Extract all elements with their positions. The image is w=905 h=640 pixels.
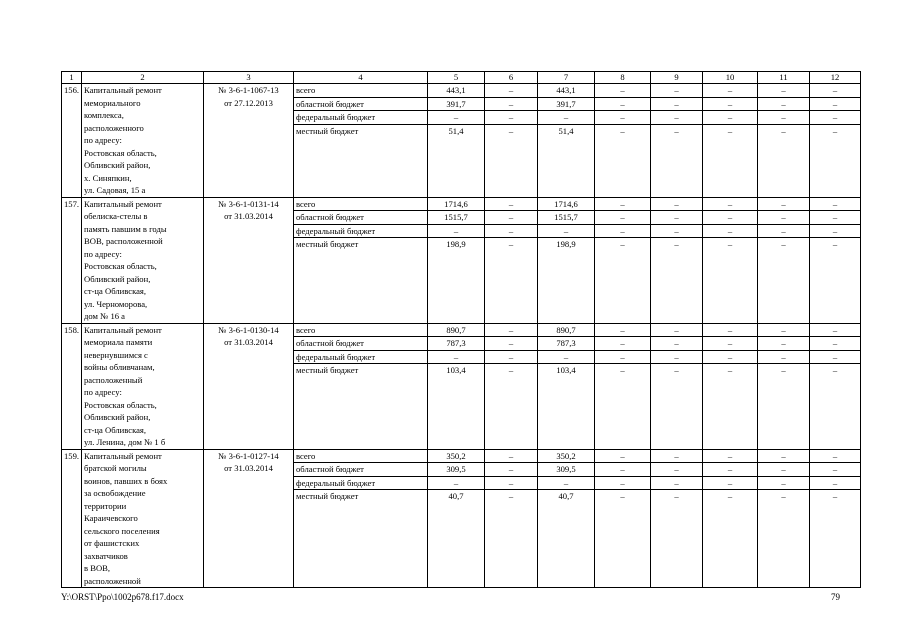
- amount-cell: –: [703, 490, 758, 588]
- amount-cell: –: [485, 211, 538, 225]
- column-header: 8: [595, 72, 651, 84]
- funding-source-label: всего: [294, 197, 428, 211]
- table-body: [62, 84, 861, 588]
- amount-cell: –: [651, 364, 703, 450]
- amount-cell: –: [758, 97, 810, 111]
- amount-cell: 1515,7: [428, 211, 485, 225]
- amount-cell: 103,4: [538, 364, 595, 450]
- amount-cell: –: [703, 323, 758, 337]
- amount-cell: –: [595, 211, 651, 225]
- amount-cell: –: [651, 463, 703, 477]
- object-name-line: братской могилы: [84, 463, 147, 473]
- amount-cell: –: [703, 197, 758, 211]
- amount-cell: 391,7: [428, 97, 485, 111]
- amount-cell: –: [485, 197, 538, 211]
- amount-cell: –: [485, 337, 538, 351]
- object-name-line: мемориала памяти: [84, 337, 153, 347]
- funding-source-label: всего: [294, 84, 428, 98]
- amount-cell: –: [651, 197, 703, 211]
- object-name-line: по адресу:: [84, 248, 122, 259]
- amount-cell: –: [485, 364, 538, 450]
- amount-cell: –: [703, 238, 758, 324]
- amount-cell: –: [651, 97, 703, 111]
- object-name-line: ул. Черноморова,: [84, 298, 148, 309]
- document-number-cell: [204, 449, 294, 588]
- document-number-cell: [204, 323, 294, 449]
- object-name-line: дом № 16 а: [84, 311, 125, 321]
- funding-source-label: областной бюджет: [294, 211, 428, 225]
- object-name-line: ст-ца Обливская,: [84, 424, 147, 435]
- amount-cell: –: [810, 224, 861, 238]
- amount-cell: 443,1: [538, 84, 595, 98]
- amount-cell: –: [810, 337, 861, 351]
- funding-source-label: областной бюджет: [294, 97, 428, 111]
- amount-cell: –: [758, 449, 810, 463]
- object-name-line: невернувшимся с: [84, 349, 148, 360]
- amount-cell: –: [703, 111, 758, 125]
- amount-cell: –: [485, 449, 538, 463]
- column-header: 4: [294, 72, 428, 84]
- amount-cell: –: [485, 124, 538, 197]
- document-number-line: от 27.12.2013: [224, 97, 273, 108]
- object-name-line: расположенной: [84, 575, 141, 586]
- column-header: 5: [428, 72, 485, 84]
- object-name-cell: [82, 84, 204, 198]
- object-name-line: войны обливчанам,: [84, 362, 155, 372]
- amount-cell: –: [703, 337, 758, 351]
- object-name-cell: [82, 449, 204, 588]
- column-header: 6: [485, 72, 538, 84]
- amount-cell: –: [703, 97, 758, 111]
- document-number-line: от 31.03.2014: [224, 337, 273, 347]
- object-name-line: от фашистских: [84, 538, 140, 548]
- amount-cell: –: [703, 449, 758, 463]
- row-number: 159.: [62, 449, 82, 588]
- amount-cell: 103,4: [428, 364, 485, 450]
- amount-cell: –: [651, 449, 703, 463]
- amount-cell: –: [485, 238, 538, 324]
- object-name-line: захватчиков: [84, 550, 128, 561]
- table-header-row: [62, 72, 861, 84]
- column-header: 3: [204, 72, 294, 84]
- document-number-line: № 3-6-1-0131-14: [218, 198, 279, 209]
- table-row: [62, 197, 861, 211]
- amount-cell: –: [595, 476, 651, 490]
- column-header: 12: [810, 72, 861, 84]
- object-name-line: в ВОВ,: [84, 563, 111, 573]
- amount-cell: –: [651, 350, 703, 364]
- amount-cell: –: [758, 490, 810, 588]
- column-header: 1: [62, 72, 82, 84]
- object-name-cell: [82, 197, 204, 323]
- object-name-line: обелиска-стелы в: [84, 211, 148, 221]
- amount-cell: 51,4: [538, 124, 595, 197]
- amount-cell: –: [651, 476, 703, 490]
- amount-cell: –: [810, 84, 861, 98]
- amount-cell: –: [428, 224, 485, 238]
- amount-cell: –: [810, 449, 861, 463]
- amount-cell: –: [703, 463, 758, 477]
- amount-cell: 198,9: [538, 238, 595, 324]
- funding-source-label: местный бюджет: [294, 364, 428, 450]
- amount-cell: –: [595, 124, 651, 197]
- amount-cell: –: [703, 84, 758, 98]
- amount-cell: –: [703, 211, 758, 225]
- funding-source-label: местный бюджет: [294, 490, 428, 588]
- object-name-line: Капитальный ремонт: [84, 85, 162, 95]
- amount-cell: 1714,6: [428, 197, 485, 211]
- object-name-line: Ростовская область,: [84, 147, 157, 158]
- object-name-cell: [82, 323, 204, 449]
- amount-cell: –: [703, 476, 758, 490]
- amount-cell: 40,7: [538, 490, 595, 588]
- amount-cell: –: [485, 476, 538, 490]
- object-name-line: Капитальный ремонт: [84, 450, 162, 461]
- object-name-line: ВОВ, расположенной: [84, 236, 163, 246]
- object-name-line: расположенного: [84, 122, 144, 133]
- object-name-line: ул. Садовая, 15 а: [84, 185, 146, 195]
- amount-cell: –: [538, 111, 595, 125]
- amount-cell: –: [485, 490, 538, 588]
- object-name-line: Ростовская область,: [84, 399, 157, 410]
- document-number-cell: [204, 84, 294, 198]
- funding-source-label: областной бюджет: [294, 337, 428, 351]
- amount-cell: –: [703, 124, 758, 197]
- document-number-line: от 31.03.2014: [224, 463, 273, 473]
- budget-table: [61, 71, 861, 588]
- document-number-line: № 3-6-1-0127-14: [218, 450, 279, 461]
- amount-cell: –: [758, 337, 810, 351]
- object-name-line: за освобождение: [84, 488, 146, 498]
- amount-cell: 890,7: [538, 323, 595, 337]
- document-number-line: № 3-6-1-1067-13: [218, 85, 279, 95]
- amount-cell: –: [810, 364, 861, 450]
- column-header: 11: [758, 72, 810, 84]
- object-name-line: Караичевского: [84, 513, 138, 523]
- object-name-line: воинов, павших в боях: [84, 475, 168, 486]
- amount-cell: –: [595, 449, 651, 463]
- amount-cell: –: [538, 350, 595, 364]
- amount-cell: 309,5: [428, 463, 485, 477]
- row-number: 156.: [62, 84, 82, 198]
- amount-cell: 443,1: [428, 84, 485, 98]
- amount-cell: 1714,6: [538, 197, 595, 211]
- amount-cell: –: [810, 211, 861, 225]
- amount-cell: –: [758, 224, 810, 238]
- funding-source-label: областной бюджет: [294, 463, 428, 477]
- amount-cell: –: [651, 111, 703, 125]
- amount-cell: –: [810, 490, 861, 588]
- document-number-line: от 31.03.2014: [224, 211, 273, 221]
- amount-cell: –: [485, 224, 538, 238]
- amount-cell: –: [758, 350, 810, 364]
- page-number: 79: [831, 592, 840, 602]
- funding-source-label: всего: [294, 449, 428, 463]
- amount-cell: 51,4: [428, 124, 485, 197]
- amount-cell: –: [595, 111, 651, 125]
- amount-cell: –: [810, 97, 861, 111]
- amount-cell: –: [538, 476, 595, 490]
- amount-cell: –: [595, 238, 651, 324]
- amount-cell: –: [428, 350, 485, 364]
- amount-cell: –: [703, 350, 758, 364]
- amount-cell: 391,7: [538, 97, 595, 111]
- amount-cell: –: [651, 323, 703, 337]
- amount-cell: –: [703, 364, 758, 450]
- amount-cell: –: [810, 323, 861, 337]
- object-name-line: расположенный: [84, 374, 143, 385]
- column-header: 7: [538, 72, 595, 84]
- amount-cell: –: [758, 476, 810, 490]
- amount-cell: –: [758, 364, 810, 450]
- column-header: 10: [703, 72, 758, 84]
- amount-cell: 309,5: [538, 463, 595, 477]
- amount-cell: –: [758, 84, 810, 98]
- table-row: [62, 449, 861, 463]
- column-header: 2: [82, 72, 204, 84]
- object-name-line: ст-ца Обливская,: [84, 286, 147, 296]
- amount-cell: –: [651, 490, 703, 588]
- amount-cell: –: [485, 350, 538, 364]
- funding-source-label: местный бюджет: [294, 238, 428, 324]
- amount-cell: –: [651, 84, 703, 98]
- amount-cell: 198,9: [428, 238, 485, 324]
- amount-cell: –: [595, 84, 651, 98]
- amount-cell: –: [758, 111, 810, 125]
- object-name-line: Капитальный ремонт: [84, 198, 162, 209]
- amount-cell: –: [810, 238, 861, 324]
- row-number: 158.: [62, 323, 82, 449]
- object-name-line: территории: [84, 500, 127, 511]
- amount-cell: –: [595, 337, 651, 351]
- amount-cell: –: [595, 197, 651, 211]
- object-name-line: Обливский район,: [84, 273, 151, 284]
- amount-cell: –: [485, 97, 538, 111]
- amount-cell: –: [758, 238, 810, 324]
- amount-cell: –: [485, 111, 538, 125]
- amount-cell: 787,3: [428, 337, 485, 351]
- amount-cell: –: [810, 463, 861, 477]
- amount-cell: –: [810, 197, 861, 211]
- amount-cell: –: [810, 124, 861, 197]
- amount-cell: –: [810, 111, 861, 125]
- footer-file-path: Y:\ORST\Ppo\1002p678.f17.docx: [61, 592, 184, 602]
- amount-cell: –: [595, 350, 651, 364]
- amount-cell: –: [595, 323, 651, 337]
- amount-cell: –: [595, 463, 651, 477]
- amount-cell: –: [595, 364, 651, 450]
- object-name-line: мемориального: [84, 97, 141, 108]
- amount-cell: –: [758, 124, 810, 197]
- column-header: 9: [651, 72, 703, 84]
- document-number-cell: [204, 197, 294, 323]
- object-name-line: по адресу:: [84, 135, 122, 145]
- amount-cell: –: [485, 323, 538, 337]
- amount-cell: –: [538, 224, 595, 238]
- funding-source-label: федеральный бюджет: [294, 350, 428, 364]
- amount-cell: –: [758, 463, 810, 477]
- amount-cell: –: [810, 476, 861, 490]
- amount-cell: 890,7: [428, 323, 485, 337]
- funding-source-label: всего: [294, 323, 428, 337]
- amount-cell: –: [651, 124, 703, 197]
- row-number: 157.: [62, 197, 82, 323]
- object-name-line: память павшим в годы: [84, 223, 167, 234]
- document-number-line: № 3-6-1-0130-14: [218, 324, 279, 335]
- amount-cell: –: [428, 111, 485, 125]
- funding-source-label: федеральный бюджет: [294, 224, 428, 238]
- amount-cell: –: [810, 350, 861, 364]
- funding-source-label: федеральный бюджет: [294, 476, 428, 490]
- amount-cell: –: [758, 197, 810, 211]
- funding-source-label: федеральный бюджет: [294, 111, 428, 125]
- amount-cell: 350,2: [538, 449, 595, 463]
- amount-cell: –: [651, 224, 703, 238]
- object-name-line: х. Синяпкин,: [84, 172, 132, 183]
- object-name-line: Обливский район,: [84, 412, 151, 422]
- amount-cell: –: [703, 224, 758, 238]
- amount-cell: –: [485, 463, 538, 477]
- object-name-line: сельского поселения: [84, 525, 160, 536]
- object-name-line: Обливский район,: [84, 160, 151, 170]
- amount-cell: –: [758, 323, 810, 337]
- amount-cell: 787,3: [538, 337, 595, 351]
- amount-cell: 350,2: [428, 449, 485, 463]
- amount-cell: 1515,7: [538, 211, 595, 225]
- amount-cell: –: [595, 224, 651, 238]
- object-name-line: по адресу:: [84, 387, 122, 397]
- amount-cell: –: [595, 490, 651, 588]
- amount-cell: –: [651, 238, 703, 324]
- amount-cell: –: [595, 97, 651, 111]
- object-name-line: комплекса,: [84, 110, 124, 120]
- object-name-line: Капитальный ремонт: [84, 324, 162, 335]
- funding-source-label: местный бюджет: [294, 124, 428, 197]
- object-name-line: ул. Ленина, дом № 1 б: [84, 437, 166, 447]
- amount-cell: –: [651, 337, 703, 351]
- object-name-line: Ростовская область,: [84, 261, 157, 271]
- amount-cell: 40,7: [428, 490, 485, 588]
- amount-cell: –: [758, 211, 810, 225]
- table-row: [62, 84, 861, 98]
- amount-cell: –: [485, 84, 538, 98]
- amount-cell: –: [651, 211, 703, 225]
- amount-cell: –: [428, 476, 485, 490]
- table-row: [62, 323, 861, 337]
